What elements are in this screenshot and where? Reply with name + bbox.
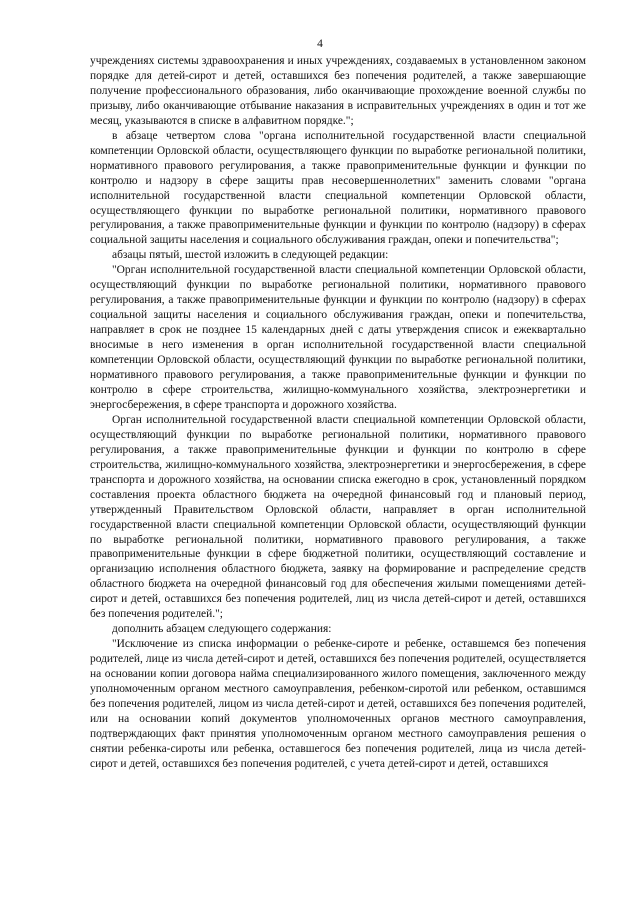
paragraph-7: "Исключение из списка информации о ребенке-сироте и ребенке, оставшемся без попечения родителей, лице из числа детей-сирот и детей, оставшихся без попечения родителей, осуществляется на основании копии договора найма специализированного жилого помещения, заключенного между уполномоченным органом местного самоуправления, ребенком-сиротой или ребенком, оставшимся без попечения родителей, лицом из числа детей-сирот и детей, оставшихся без попечения родителей, или на основании копий документов уполномоченных органов местного самоуправления, подтверждающих факт принятия уполномоченным органом местного самоуправления решения о снятии ребенка-сироты или ребенка, оставшегося без попечения родителей, лица из числа детей-сирот и детей, оставшихся без попечения родителей, с учета детей-сирот и детей, оставшихся	[90, 638, 586, 770]
paragraph-5: Орган исполнительной государственной власти специальной компетенции Орловской области, осуществляющий функции по выработке региональной политики, нормативного правового регулирования, а также правоприменительные функции и функции по контролю в сфере строительства, жилищно-коммунального хозяйства, электроэнергетики и энергосбережения, в сфере транспорта и дорожного хозяйства, на основании списка ежегодно в срок, установленный порядком составления проекта областного бюджета на очередной финансовый год и плановый период, утвержденный Правительством Орловской области, направляет в орган исполнительной государственной власти специальной компетенции Орловской области, осуществляющий функции по выработке региональной политики, нормативного правового регулирования, а также правоприменительные функции в сфере бюджетной политики, осуществляющий составление и организацию исполнения областного бюджета, заявку на формирование и распределение средств областного бюджета на очередной финансовый год для обеспечения жилыми помещениями детей-сирот и детей, оставшихся без попечения родителей, лиц из числа детей-сирот и детей, оставшихся без попечения родителей.";	[90, 413, 586, 621]
page-number: 4	[317, 38, 323, 50]
paragraph-2: в абзаце четвертом слова "органа исполнительной государственной власти специальной компетенции Орловской области, осуществляющего функции по выработке региональной политики, нормативного правового регулирования, а также правоприменительные функции и функции по контролю и надзору в сфере защиты прав несовершеннолетних" заменить словами "органа исполнительной государственной власти специальной компетенции Орловской области, осуществляющего функции по выработке региональной политики, нормативного правового регулирования, а также правоприменительные функции и функции по контролю (надзору) в сферах социальной защиты населения и социального обслуживания граждан, опеки и попечительства";	[90, 129, 586, 247]
paragraph-3: абзацы пятый, шестой изложить в следующей редакции:	[112, 249, 389, 262]
paragraph-4: "Орган исполнительной государственной власти специальной компетенции Орловской области, осуществляющий функции по выработке региональной политики, нормативного правового регулирования, а также правоприменительные функции и функции по контролю (надзору) в сферах социальной защиты населения и социального обслуживания граждан, опеки и попечительства, направляет в срок не позднее 15 календарных дней с даты утверждения список и ежеквартально вносимые в него изменения в орган исполнительной государственной власти специальной компетенции Орловской области, осуществляющий функции по выработке региональной политики, нормативного правового регулирования, а также правоприменительные функции и функции по контролю в сфере строительства, жилищно-коммунального хозяйства, электроэнергетики и энергосбережения, в сфере транспорта и дорожного хозяйства.	[90, 264, 586, 411]
paragraph-1: учреждениях системы здравоохранения и иных учреждениях, создаваемых в установленном законом порядке для детей-сирот и детей, оставшихся без попечения родителей, а также завершающие получение профессионального образования, либо оканчивающие прохождение военной службы по призыву, либо оканчивающие отбывание наказания в исправительных учреждениях в один и тот же месяц, указываются в списке в алфавитном порядке.";	[90, 55, 586, 127]
document-body	[90, 54, 586, 772]
paragraph-6: дополнить абзацем следующего содержания:	[112, 623, 332, 636]
